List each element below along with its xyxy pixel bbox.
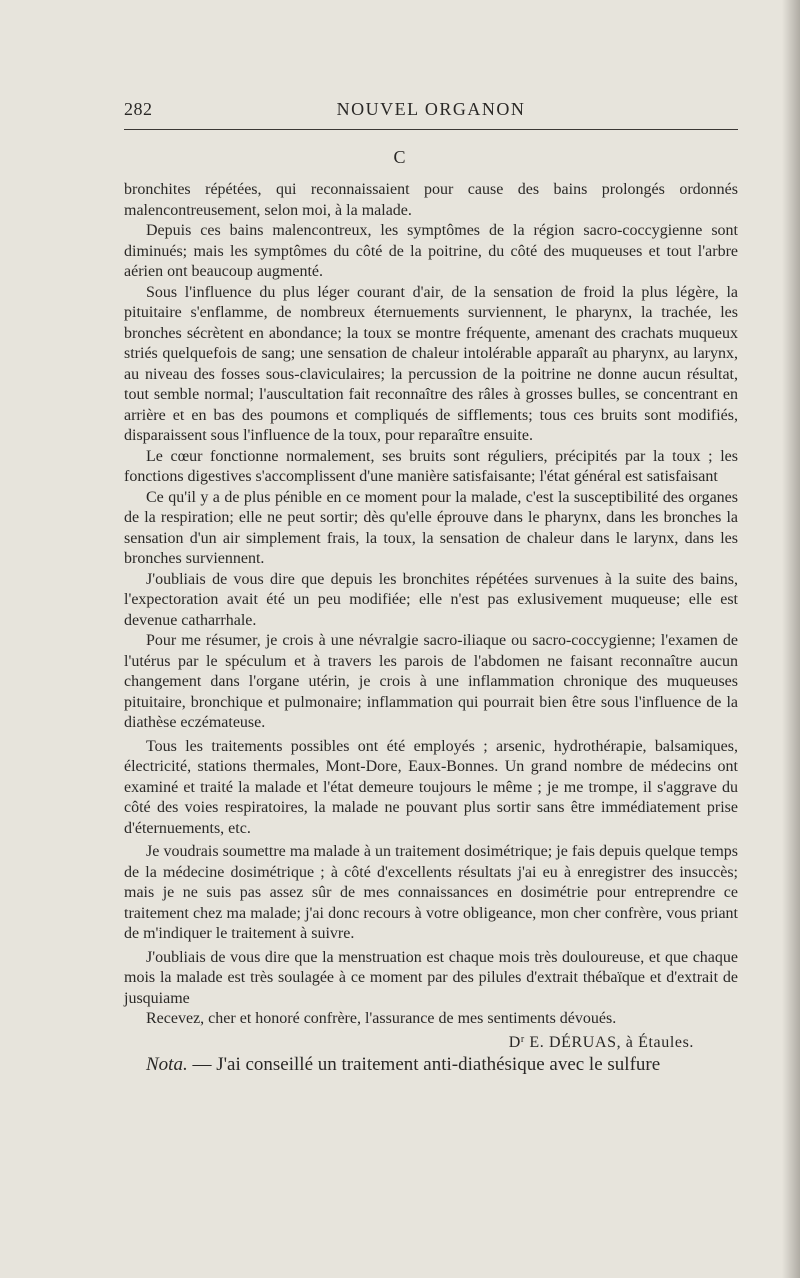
paragraph: Pour me résumer, je crois à une névralgie sacro-iliaque ou sacro-coccygienne; l'examen de l'utérus par le spéculum et à travers les parois de l'abdomen ne faisant reconnaître aucun changement dans l'organe utérin, je crois à une inflammation chronique des muqueuses pituitaire, bronchique et pulmonaire; inflammation qui pourrait bien être sous l'influence de la diathèse eczémateuse. bbox=[124, 632, 738, 731]
page-header bbox=[124, 99, 738, 127]
signature bbox=[124, 1030, 738, 1054]
nota-label: Nota. bbox=[146, 1054, 188, 1075]
paragraph: Le cœur fonctionne normalement, ses bruits sont réguliers, précipités par la toux ; les fonctions digestives s'accomplissent d'une manière satisfaisante; l'état général est satisfaisant bbox=[124, 447, 738, 485]
closing-paragraph: Recevez, cher et honoré confrère, l'assurance de mes sentiments dévoués. bbox=[146, 1010, 617, 1027]
signature-mark: C bbox=[393, 147, 407, 167]
running-title: NOUVEL ORGANON bbox=[336, 99, 526, 119]
paragraph: Ce qu'il y a de plus pénible en ce moment pour la malade, c'est la susceptibilité des organes de la respiration; elle ne peut sortir; dès qu'elle éprouve dans le pharynx, dans les bronches la sensation d'un air simplement frais, la toux, la sensation de chaleur dans le larynx, dans les bronches surviennent. bbox=[124, 488, 738, 567]
header-rule bbox=[124, 129, 738, 130]
page-edge-shadow bbox=[782, 0, 800, 1278]
nota-paragraph bbox=[124, 1053, 738, 1077]
paragraph: J'oubliais de vous dire que la menstruation est chaque mois très douloureuse, et que chaque mois la malade est très soulagée à ce moment par des pilules d'extrait thébaïque et d'extrait de jusquiame bbox=[124, 948, 738, 1007]
paragraph: bronchites répétées, qui reconnaissaient pour cause des bains prolongés ordonnés malencontreusement, selon moi, à la malade. bbox=[124, 181, 738, 219]
paragraph: Tous les traitements possibles ont été employés ; arsenic, hydrothérapie, balsamiques, électricité, stations thermales, Mont-Dore, Eaux-Bonnes. Un grand nombre de médecins ont examiné et traité la malade et l'état demeure toujours le même ; je me trompe, il s'aggrave du côté des voies respiratoires, la malade ne pouvant plus sortir sans être immédiatement prise d'éternuements, etc. bbox=[124, 737, 738, 837]
paragraph: Je voudrais soumettre ma malade à un traitement dosimétrique; je fais depuis quelque temps de la médecine dosimétrique ; à côté d'excellents résultats j'ai eu à enregistrer des insuccès; mais je ne suis pas assez sûr de mes connaissances en dosimétrie pour entreprendre ce traitement chez ma malade; j'ai donc recours à votre obligeance, mon cher confrère, vous priant de m'indiquer le traitement à suivre. bbox=[124, 843, 738, 942]
signature-name: E. DÉRUAS, à Étaules. bbox=[529, 1033, 694, 1051]
paragraph: J'oubliais de vous dire que depuis les bronchites répétées survenues à la suite des bains, l'expectoration avait été un peu modifiée; elle n'est pas exlusivement muqueuse; elle est devenue catharrhale. bbox=[124, 570, 738, 629]
paragraph: Sous l'influence du plus léger courant d'air, de la sensation de froid la plus légère, la pituitaire s'enflamme, de nombreux éternuements surviennent, le pharynx, la trachée, les bronches sécrètent en abondance; la toux se montre fréquente, amenant des crachats muqueux striés quelquefois de sang; une sensation de chaleur intolérable apparaît au pharynx, au larynx, au niveau des fosses sous-claviculaires; la percussion de la poitrine ne donne aucun résultat, tout semble normal; l'auscultation fait reconnaître des râles à grosses bulles, se concentrant en arrière et en bas des poumons et compliqués de sifflements; tous ces bruits sont modifiés, disparaissent sous l'influence de la toux, pour reparaître ensuite. bbox=[124, 283, 738, 444]
signature-title-sup: r bbox=[520, 1033, 525, 1045]
page-number: 282 bbox=[124, 99, 153, 119]
signature-title: D bbox=[508, 1033, 521, 1051]
body-text bbox=[124, 180, 738, 1077]
nota-text: — J'ai conseillé un traitement anti-diathésique avec le sulfure bbox=[192, 1054, 661, 1075]
paragraph: Depuis ces bains malencontreux, les symptômes de la région sacro-coccygienne sont diminués; mais les symptômes du côté de la poitrine, du côté des muqueuses et tout l'arbre aérien ont beaucoup augmenté. bbox=[124, 222, 738, 280]
